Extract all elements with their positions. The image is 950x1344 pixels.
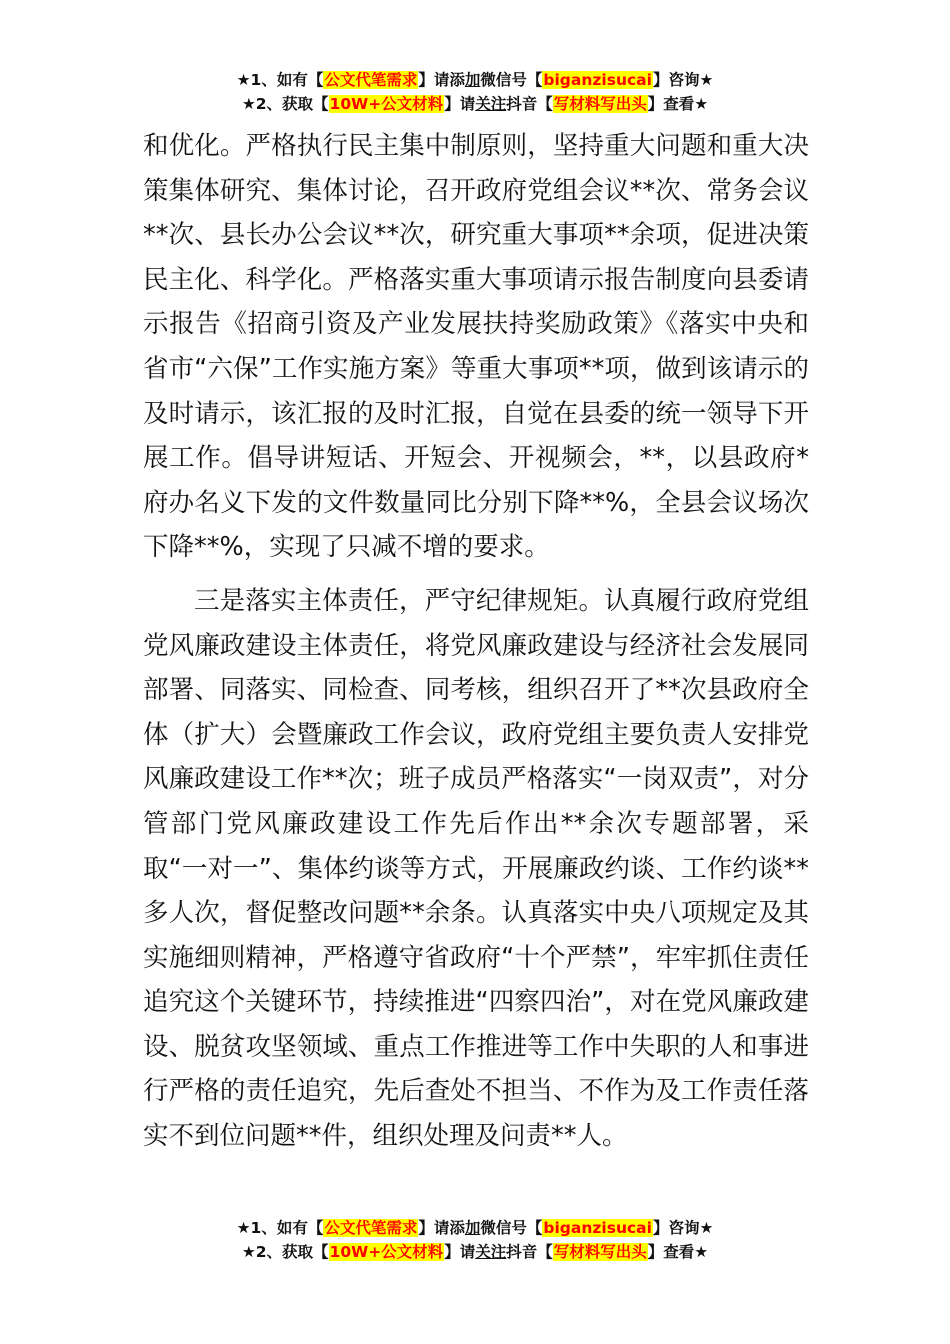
highlight-douyin-account: 写材料写出头 [553,95,647,113]
paragraph-2: 三是落实主体责任，严守纪律规矩。认真履行政府党组党风廉政建设主体责任，将党风廉政建设与经济社会发展同部署、同落实、同检查、同考核，组织召开了**次县政府全体（扩大）会暨廉政工作会议，政府党组主要负责人安排党风廉政建设工作**次；班子成员严格落实“一岗双责”，对分管部门党风廉政建设工作先后作出**余次专题部署，采取“一对一”、集体约谈等方式，开展廉政约谈、工作约谈**多人次，督促整改问题**余条。认真落实中央八项规定及其实施细则精神，严格遵守省政府“十个严禁”，牢牢抓住责任追究这个关键环节，持续推进“四察四治”，对在党风廉政建设、脱贫攻坚领域、重点工作推进等工作中失职的人和事进行严格的责任追究，先后查处不担当、不作为及工作责任落实不到位问题**件，组织处理及问责**人。 [143,585,809,1152]
paragraph-1: 和优化。严格执行民主集中制原则，坚持重大问题和重大决策集体研究、集体讨论，召开政府党组会议**次、常务会议**次、县长办公会议**次，研究重大事项**余项，促进决策民主化、科学化。严格落实重大事项请示报告制度向县委请示报告《招商引资及产业发展扶持奖励政策》《落实中央和省市“六保”工作实施方案》等重大事项**项，做到该请示的及时请示，该汇报的及时汇报，自觉在县委的统一领导下开展工作。倡导讲短话、开短会、开视频会，**，以县政府*府办名义下发的文件数量同比分别下降**%，全县会议场次下降**%，实现了只减不增的要求。 [143,131,809,563]
banner-line-2: ★2、获取【10W+公文材料】请关注抖音【写材料写出头】查看★ [241,95,709,113]
highlight-materials: 10W+公文材料 [329,95,444,113]
banner-line-1: ★1、如有【公文代笔需求】请添加微信号【biganzisucai】咨询★ [236,1219,714,1237]
highlight-service: 公文代笔需求 [324,71,418,89]
highlight-materials: 10W+公文材料 [329,1243,444,1261]
highlight-wechat-id: biganzisucai [543,71,652,89]
banner-line-1: ★1、如有【公文代笔需求】请添加微信号【biganzisucai】咨询★ [236,71,714,89]
footer-banner [0,1216,950,1264]
highlight-douyin-account: 写材料写出头 [553,1243,647,1261]
banner-line-2: ★2、获取【10W+公文材料】请关注抖音【写材料写出头】查看★ [241,1243,709,1261]
highlight-wechat-id: biganzisucai [543,1219,652,1237]
highlight-service: 公文代笔需求 [324,1219,418,1237]
header-banner [0,68,950,116]
document-body [143,124,809,1159]
